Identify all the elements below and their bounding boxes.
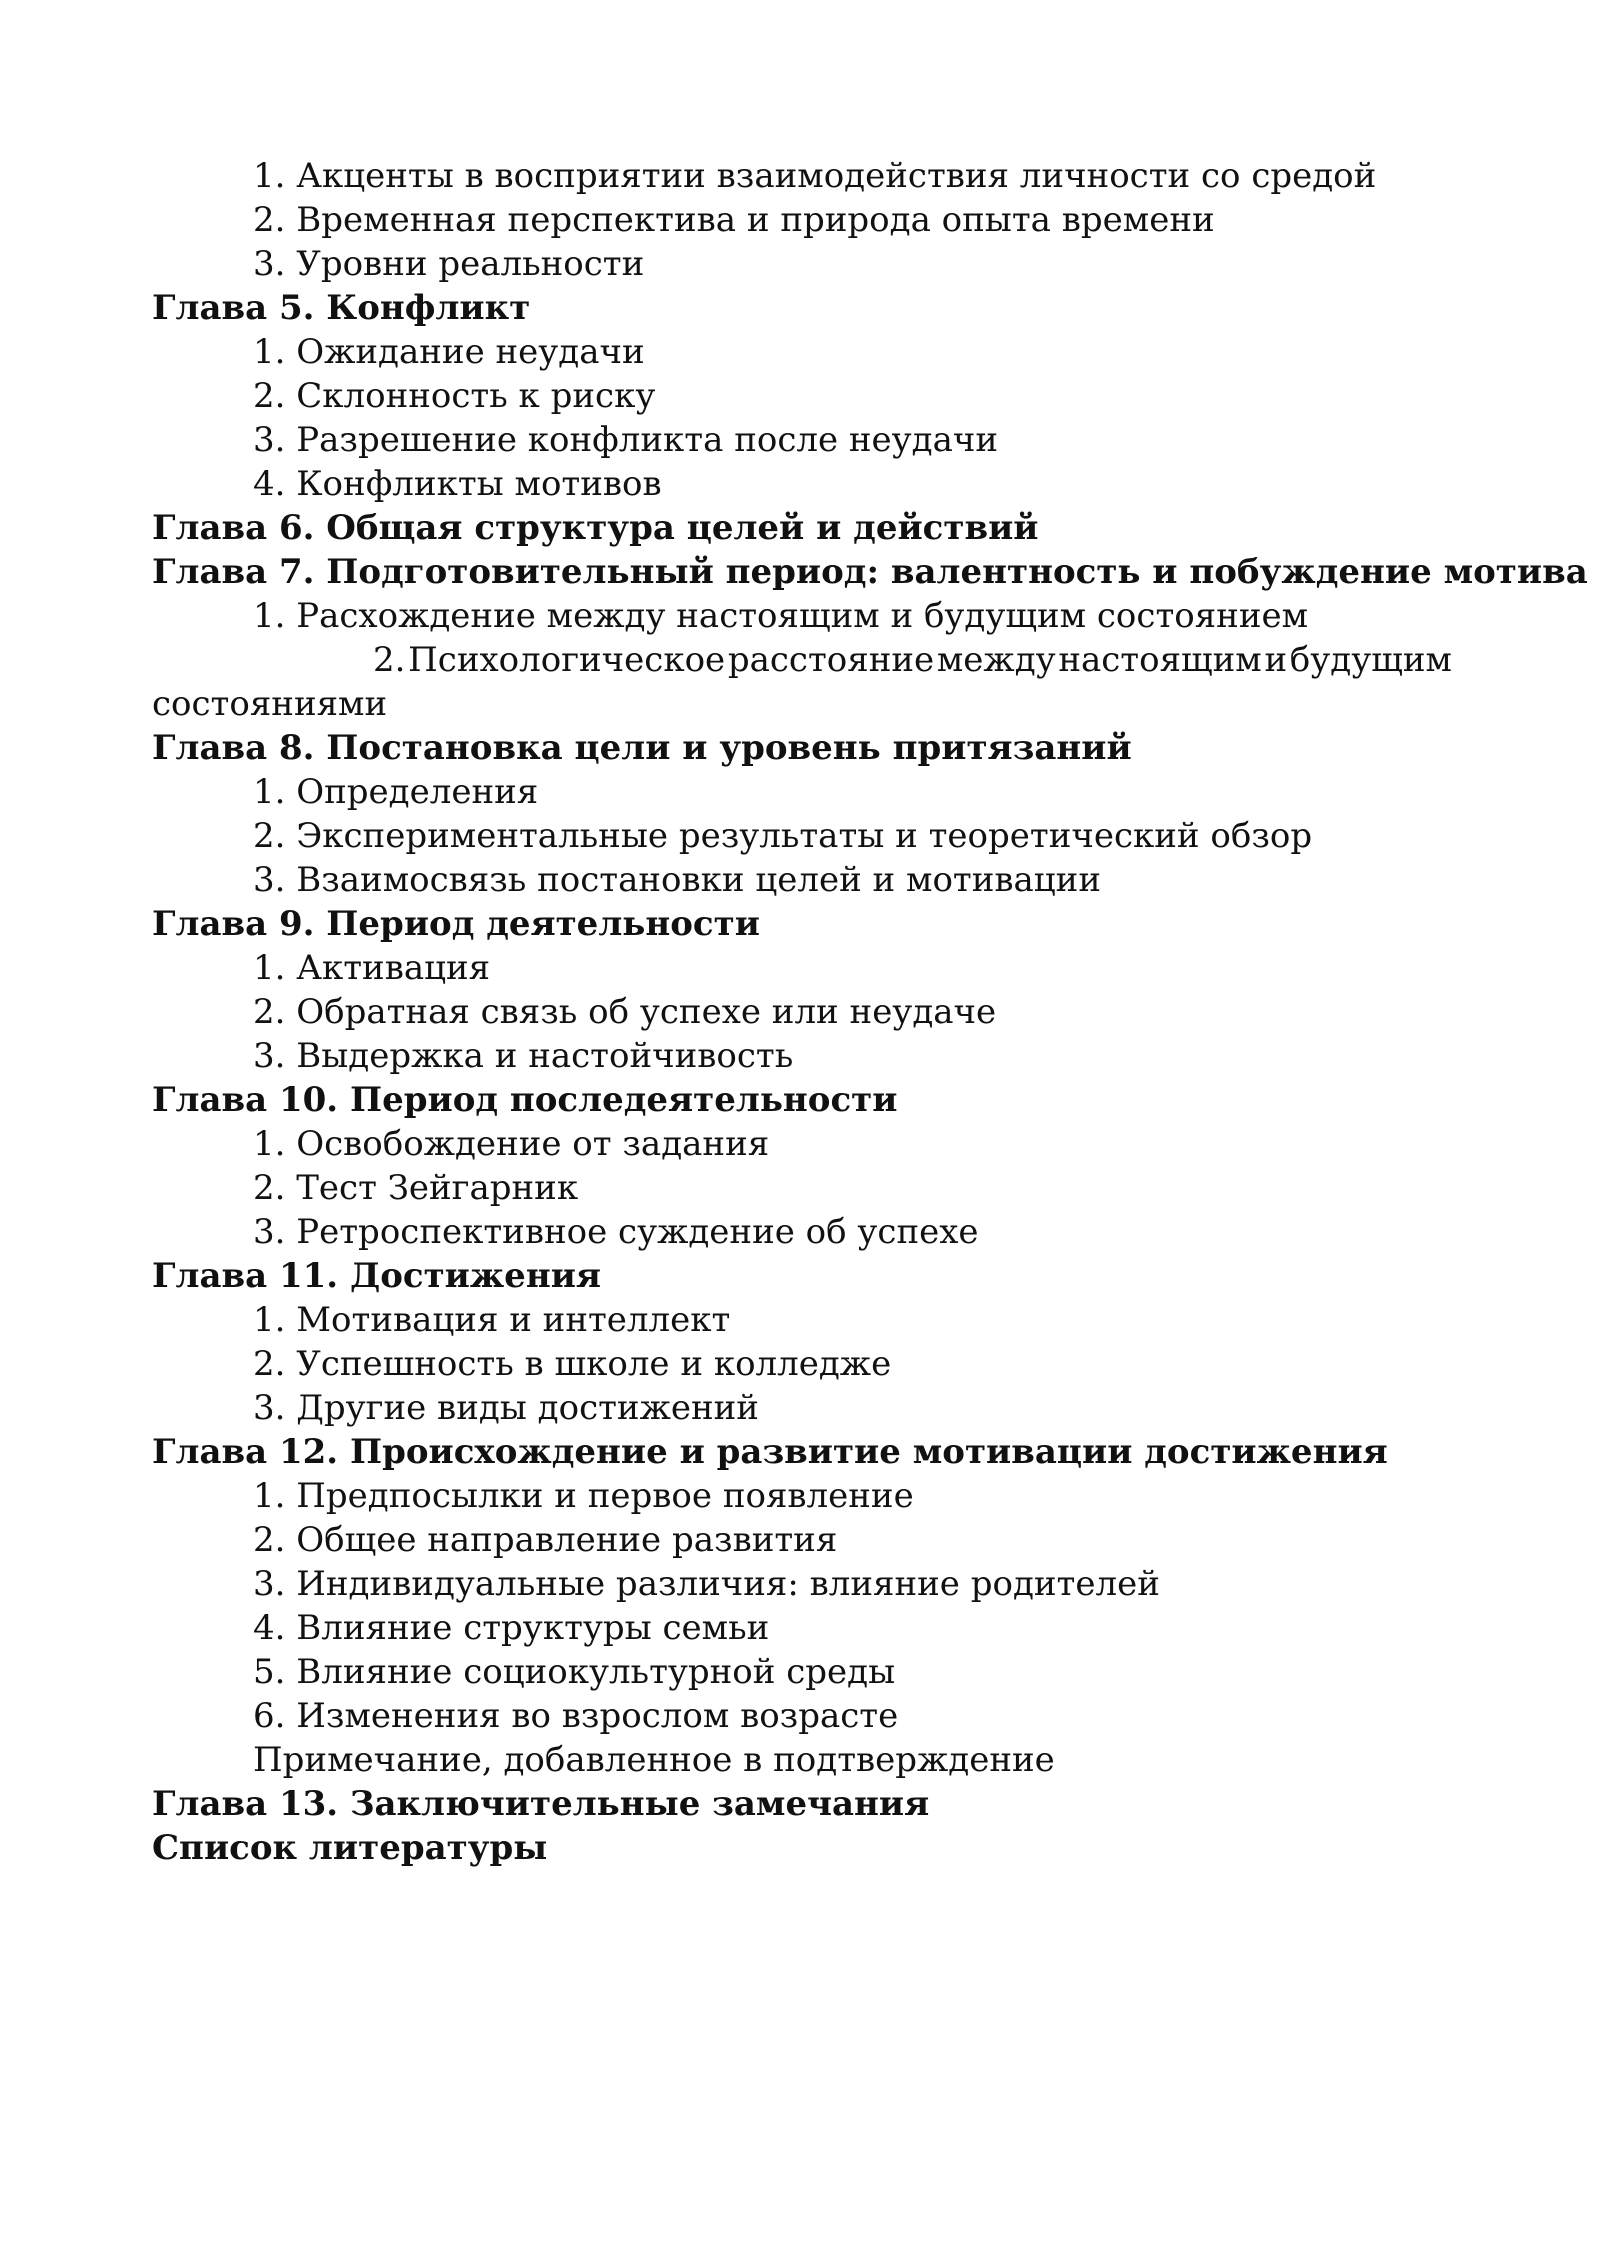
- toc-item: 3. Выдержка и настойчивость: [253, 1036, 794, 1076]
- toc-item: 4. Влияние структуры семьи: [253, 1608, 770, 1648]
- chapter-heading: Глава 11. Достижения: [152, 1256, 602, 1296]
- toc-item: 2. Временная перспектива и природа опыта времени: [253, 200, 1215, 240]
- toc-item: 1. Определения: [253, 772, 539, 812]
- toc-item: 1. Предпосылки и первое появление: [253, 1476, 914, 1516]
- toc-item: 1. Ожидание неудачи: [253, 332, 645, 372]
- toc-item: 3. Индивидуальные различия: влияние родителей: [253, 1564, 1160, 1604]
- toc-item: 2. Общее направление развития: [253, 1520, 838, 1560]
- toc-item: 1. Акценты в восприятии взаимодействия личности со средой: [253, 156, 1377, 196]
- chapter-heading: Глава 9. Период деятельности: [152, 904, 760, 944]
- table-of-contents: [152, 154, 1588, 1870]
- chapter-heading: Глава 8. Постановка цели и уровень притязаний: [152, 728, 1132, 768]
- toc-item: 3. Взаимосвязь постановки целей и мотивации: [253, 860, 1101, 900]
- toc-item: 2. Успешность в школе и колледже: [253, 1344, 892, 1384]
- chapter-heading: Глава 10. Период последеятельности: [152, 1080, 898, 1120]
- toc-item: 3. Ретроспективное суждение об успехе: [253, 1212, 979, 1252]
- chapter-heading: Глава 6. Общая структура целей и действий: [152, 508, 1039, 548]
- toc-item: 3. Другие виды достижений: [253, 1388, 759, 1428]
- word: и: [1264, 640, 1288, 680]
- bibliography-heading: Список литературы: [152, 1828, 548, 1868]
- toc-item: 6. Изменения во взрослом возрасте: [253, 1696, 899, 1736]
- word: будущим: [1289, 640, 1452, 680]
- word: между: [936, 640, 1056, 680]
- word: Психологическое: [408, 640, 726, 680]
- toc-item: 2. Обратная связь об успехе или неудаче: [253, 992, 997, 1032]
- toc-item: 3. Разрешение конфликта после неудачи: [253, 420, 999, 460]
- toc-item: 2. Экспериментальные результаты и теоретический обзор: [253, 816, 1313, 856]
- toc-item: 1. Мотивация и интеллект: [253, 1300, 731, 1340]
- word: настоящим: [1058, 640, 1262, 680]
- toc-item: 1. Освобождение от задания: [253, 1124, 770, 1164]
- chapter-heading: Глава 12. Происхождение и развитие мотивации достижения: [152, 1432, 1388, 1472]
- toc-item: 2. Тест Зейгарник: [253, 1168, 579, 1208]
- toc-item: 1. Расхождение между настоящим и будущим состоянием: [253, 596, 1309, 636]
- toc-item: 3. Уровни реальности: [253, 244, 645, 284]
- toc-note: Примечание, добавленное в подтверждение: [253, 1740, 1055, 1780]
- toc-item: 1. Активация: [253, 948, 491, 988]
- toc-item-justified: [152, 638, 1452, 682]
- toc-item: 5. Влияние социокультурной среды: [253, 1652, 896, 1692]
- chapter-heading: Глава 5. Конфликт: [152, 288, 531, 328]
- word: 2.: [373, 640, 406, 680]
- toc-item-continuation: состояниями: [152, 684, 388, 724]
- chapter-heading: Глава 7. Подготовительный период: валентность и побуждение мотива: [152, 552, 1588, 592]
- toc-item: 2. Склонность к риску: [253, 376, 656, 416]
- chapter-heading: Глава 13. Заключительные замечания: [152, 1784, 930, 1824]
- toc-item: 4. Конфликты мотивов: [253, 464, 662, 504]
- word: расстояние: [727, 640, 935, 680]
